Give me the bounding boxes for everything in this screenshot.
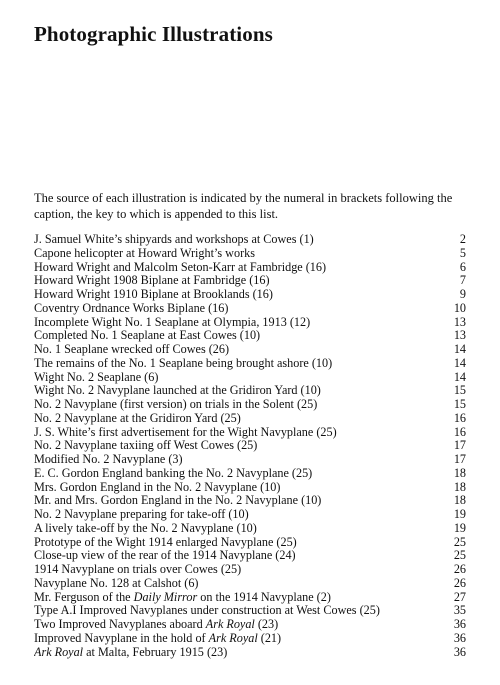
item-caption: Mrs. Gordon England in the No. 2 Navyplane (10): [34, 480, 281, 494]
item-page-number: 14: [453, 355, 466, 370]
item-caption: Close-up view of the rear of the 1914 Navyplane (24): [34, 549, 296, 563]
item-page-number: 17: [453, 452, 466, 466]
item-caption: A lively take-off by the No. 2 Navyplane (10): [34, 521, 257, 535]
list-item: [34, 439, 466, 453]
item-caption: J. Samuel White’s shipyards and workshops at Cowes (1): [34, 233, 314, 246]
item-page-number: 36: [453, 644, 466, 659]
list-item: [34, 261, 466, 275]
list-item: [34, 646, 466, 660]
item-caption: Howard Wright 1910 Biplane at Brooklands (16): [34, 288, 273, 301]
item-page-number: 18: [453, 493, 466, 508]
item-caption: No. 2 Navyplane taxiing off West Cowes (25): [34, 439, 258, 453]
item-caption: No. 2 Navyplane (first version) on trials in the Solent (25): [34, 398, 318, 411]
item-page-number: 13: [453, 328, 466, 343]
item-page-number: 9: [459, 287, 466, 301]
item-page-number: 25: [453, 534, 466, 549]
item-page-number: 16: [453, 410, 466, 425]
item-caption: J. S. White’s first advertisement for the Wight Navyplane (25): [34, 425, 337, 439]
item-caption: Modified No. 2 Navyplane (3): [34, 453, 183, 466]
list-item: [34, 494, 466, 508]
item-page-number: 5: [459, 245, 466, 260]
item-page-number: 26: [453, 575, 466, 590]
list-item: [34, 343, 466, 357]
item-page-number: 36: [453, 630, 466, 645]
intro-paragraph: The source of each illustration is indicated by the numeral in brackets following the caption, the key to which is appended to this list.: [34, 191, 453, 221]
item-page-number: 10: [453, 300, 466, 315]
list-item: [34, 288, 466, 302]
item-caption: Improved Navyplane in the hold of Ark Royal (21): [34, 631, 282, 645]
item-page-number: 27: [453, 589, 466, 604]
item-page-number: 17: [453, 438, 466, 453]
item-caption: Wight No. 2 Navyplane launched at the Gridiron Yard (10): [34, 384, 321, 398]
list-item: [34, 426, 466, 440]
list-item: [34, 233, 466, 247]
item-caption: 1914 Navyplane on trials over Cowes (25): [34, 563, 242, 576]
list-item: [34, 481, 466, 495]
item-caption: E. C. Gordon England banking the No. 2 Navyplane (25): [34, 466, 313, 480]
item-page-number: 26: [453, 562, 466, 576]
list-item: [34, 247, 466, 261]
item-caption: Incomplete Wight No. 1 Seaplane at Olympia, 1913 (12): [34, 315, 311, 329]
list-item: [34, 632, 466, 646]
item-page-number: 25: [453, 548, 466, 563]
item-page-number: 14: [453, 342, 466, 356]
item-caption: Howard Wright and Malcolm Seton-Karr at Fambridge (16): [34, 260, 327, 274]
list-item: [34, 274, 466, 288]
item-page-number: 15: [453, 397, 466, 411]
item-caption: Wight No. 2 Seaplane (6): [34, 370, 159, 384]
item-page-number: 19: [453, 520, 466, 535]
item-page-number: 13: [453, 314, 466, 329]
list-item: [34, 384, 466, 398]
item-page-number: 6: [459, 259, 466, 274]
list-item: [34, 577, 466, 591]
item-caption: Completed No. 1 Seaplane at East Cowes (10): [34, 329, 261, 343]
list-item: [34, 467, 466, 481]
list-item: [34, 522, 466, 536]
item-page-number: 16: [453, 424, 466, 439]
list-item: [34, 453, 466, 467]
list-item: [34, 329, 466, 343]
item-caption: The remains of the No. 1 Seaplane being brought ashore (10): [34, 356, 333, 370]
page-title: Photographic Illustrations: [34, 22, 273, 46]
item-caption: Mr. Ferguson of the Daily Mirror on the 1914 Navyplane (2): [34, 590, 331, 604]
item-caption: No. 2 Navyplane preparing for take-off (10): [34, 508, 249, 521]
item-page-number: 18: [453, 465, 466, 480]
item-page-number: 18: [453, 479, 466, 494]
item-caption: Capone helicopter at Howard Wright’s works: [34, 246, 255, 260]
item-page-number: 35: [453, 603, 466, 618]
list-item: [34, 398, 466, 412]
list-item: [34, 302, 466, 316]
item-caption: No. 2 Navyplane at the Gridiron Yard (25): [34, 411, 241, 425]
item-caption: Type A.I Improved Navyplanes under construction at West Cowes (25): [34, 604, 380, 618]
list-item: [34, 316, 466, 330]
item-caption: Mr. and Mrs. Gordon England in the No. 2 Navyplane (10): [34, 494, 322, 508]
illustration-list: [34, 233, 466, 659]
list-item: [34, 508, 466, 522]
list-item: [34, 591, 466, 605]
item-caption: Coventry Ordnance Works Biplane (16): [34, 301, 229, 315]
item-caption: Howard Wright 1908 Biplane at Fambridge (16): [34, 274, 270, 288]
list-item: [34, 357, 466, 371]
item-page-number: 15: [453, 383, 466, 398]
item-caption: Prototype of the Wight 1914 enlarged Navyplane (25): [34, 535, 297, 549]
list-item: [34, 536, 466, 550]
list-item: [34, 549, 466, 563]
list-item: [34, 618, 466, 632]
list-item: [34, 371, 466, 385]
item-page-number: 19: [453, 507, 466, 521]
item-caption: Two Improved Navyplanes aboard Ark Royal (23): [34, 618, 279, 631]
list-item: [34, 563, 466, 577]
item-page-number: 7: [459, 273, 466, 288]
item-caption: No. 1 Seaplane wrecked off Cowes (26): [34, 343, 230, 356]
list-item: [34, 604, 466, 618]
item-page-number: 14: [453, 369, 466, 384]
list-item: [34, 412, 466, 426]
item-page-number: 36: [453, 617, 466, 631]
item-page-number: 2: [459, 232, 466, 246]
item-caption: Ark Royal at Malta, February 1915 (23): [34, 645, 228, 659]
item-caption: Navyplane No. 128 at Calshot (6): [34, 576, 199, 590]
